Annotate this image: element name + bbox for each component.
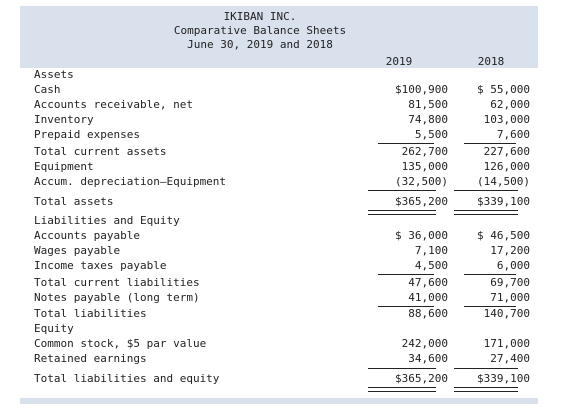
column-header-2018: 2018 (477, 55, 505, 68)
value-2018: $ 55,000 (477, 83, 530, 96)
value-2018: (14,500) (477, 175, 530, 188)
section-heading-liabilities (34, 214, 538, 228)
value-2019: 7,100 (414, 244, 448, 257)
table-row (34, 352, 538, 366)
value-2018: 62,000 (490, 98, 530, 111)
value-2019: $100,900 (395, 83, 448, 96)
statement-title: Comparative Balance Sheets (173, 24, 347, 37)
value-2019: 34,600 (408, 352, 448, 365)
statement-date: June 30, 2019 and 2018 (187, 38, 333, 51)
value-2018: 7,600 (496, 128, 530, 141)
underline (378, 274, 434, 275)
table-row (34, 98, 538, 112)
row-label: Liabilities and Equity (34, 214, 180, 227)
value-2019: 4,500 (414, 259, 448, 272)
value-2019: $ 36,000 (395, 229, 448, 242)
row-label: Income taxes payable (34, 259, 167, 272)
row-label: Total assets (34, 195, 114, 208)
value-2019: 81,500 (408, 98, 448, 111)
column-header-2019: 2019 (385, 55, 413, 68)
row-label: Total liabilities (34, 307, 147, 320)
row-label: Common stock, $5 par value (34, 337, 207, 350)
row-label: Total current assets (34, 145, 167, 158)
value-2018: 171,000 (483, 337, 530, 350)
row-label: Prepaid expenses (34, 128, 140, 141)
value-2018: 71,000 (490, 291, 530, 304)
value-2019: 41,000 (408, 291, 448, 304)
row-label: Equity (34, 322, 74, 335)
value-2018: $ 46,500 (477, 229, 530, 242)
row-label: Total current liabilities (34, 276, 200, 289)
table-row (34, 145, 538, 159)
double-underline (368, 387, 436, 392)
value-2018: $339,100 (477, 195, 530, 208)
table-row (34, 337, 538, 351)
table-row (34, 128, 538, 142)
row-label: Cash (34, 83, 61, 96)
table-row (34, 276, 538, 290)
value-2018: 227,600 (483, 145, 530, 158)
row-label: Equipment (34, 160, 94, 173)
table-row (34, 83, 538, 97)
value-2018: 17,200 (490, 244, 530, 257)
table-row (34, 244, 538, 258)
row-label: Accounts receivable, net (34, 98, 193, 111)
table-row (34, 160, 538, 174)
value-2018: $339,100 (477, 372, 530, 385)
value-2019: $365,200 (395, 195, 448, 208)
section-heading-equity (34, 322, 538, 336)
underline (454, 368, 518, 369)
company-name: IKIBAN INC. (223, 10, 297, 23)
underline (368, 368, 436, 369)
total-assets-row (34, 195, 538, 209)
value-2019: 135,000 (401, 160, 448, 173)
total-liabilities-equity-row (34, 372, 538, 386)
value-2019: 262,700 (401, 145, 448, 158)
underline (454, 190, 518, 191)
table-row (34, 175, 538, 189)
underline (464, 274, 516, 275)
row-label: Wages payable (34, 244, 121, 257)
value-2018: 69,700 (490, 276, 530, 289)
row-label: Accum. depreciation—Equipment (34, 175, 227, 188)
value-2019: 242,000 (401, 337, 448, 350)
value-2018: 103,000 (483, 113, 530, 126)
value-2019: (32,500) (395, 175, 448, 188)
underline (378, 143, 434, 144)
value-2018: 126,000 (483, 160, 530, 173)
value-2019: $365,200 (395, 372, 448, 385)
double-underline (454, 387, 518, 392)
row-label: Notes payable (long term) (34, 291, 200, 304)
section-heading-assets (34, 68, 538, 82)
value-2019: 47,600 (408, 276, 448, 289)
row-label: Accounts payable (34, 229, 140, 242)
value-2018: 27,400 (490, 352, 530, 365)
row-label: Retained earnings (34, 352, 147, 365)
row-label: Inventory (34, 113, 94, 126)
table-row (34, 259, 538, 273)
value-2019: 74,800 (408, 113, 448, 126)
row-label: Total liabilities and equity (34, 372, 220, 385)
table-row (34, 307, 538, 321)
value-2018: 6,000 (496, 259, 530, 272)
underline (464, 143, 516, 144)
value-2019: 88,600 (408, 307, 448, 320)
value-2019: 5,500 (414, 128, 448, 141)
table-row (34, 229, 538, 243)
table-row (34, 291, 538, 305)
table-row (34, 113, 538, 127)
underline (368, 190, 436, 191)
value-2018: 140,700 (483, 307, 530, 320)
footer-band (20, 398, 538, 404)
balance-sheet (20, 6, 538, 404)
row-label: Assets (34, 68, 74, 81)
